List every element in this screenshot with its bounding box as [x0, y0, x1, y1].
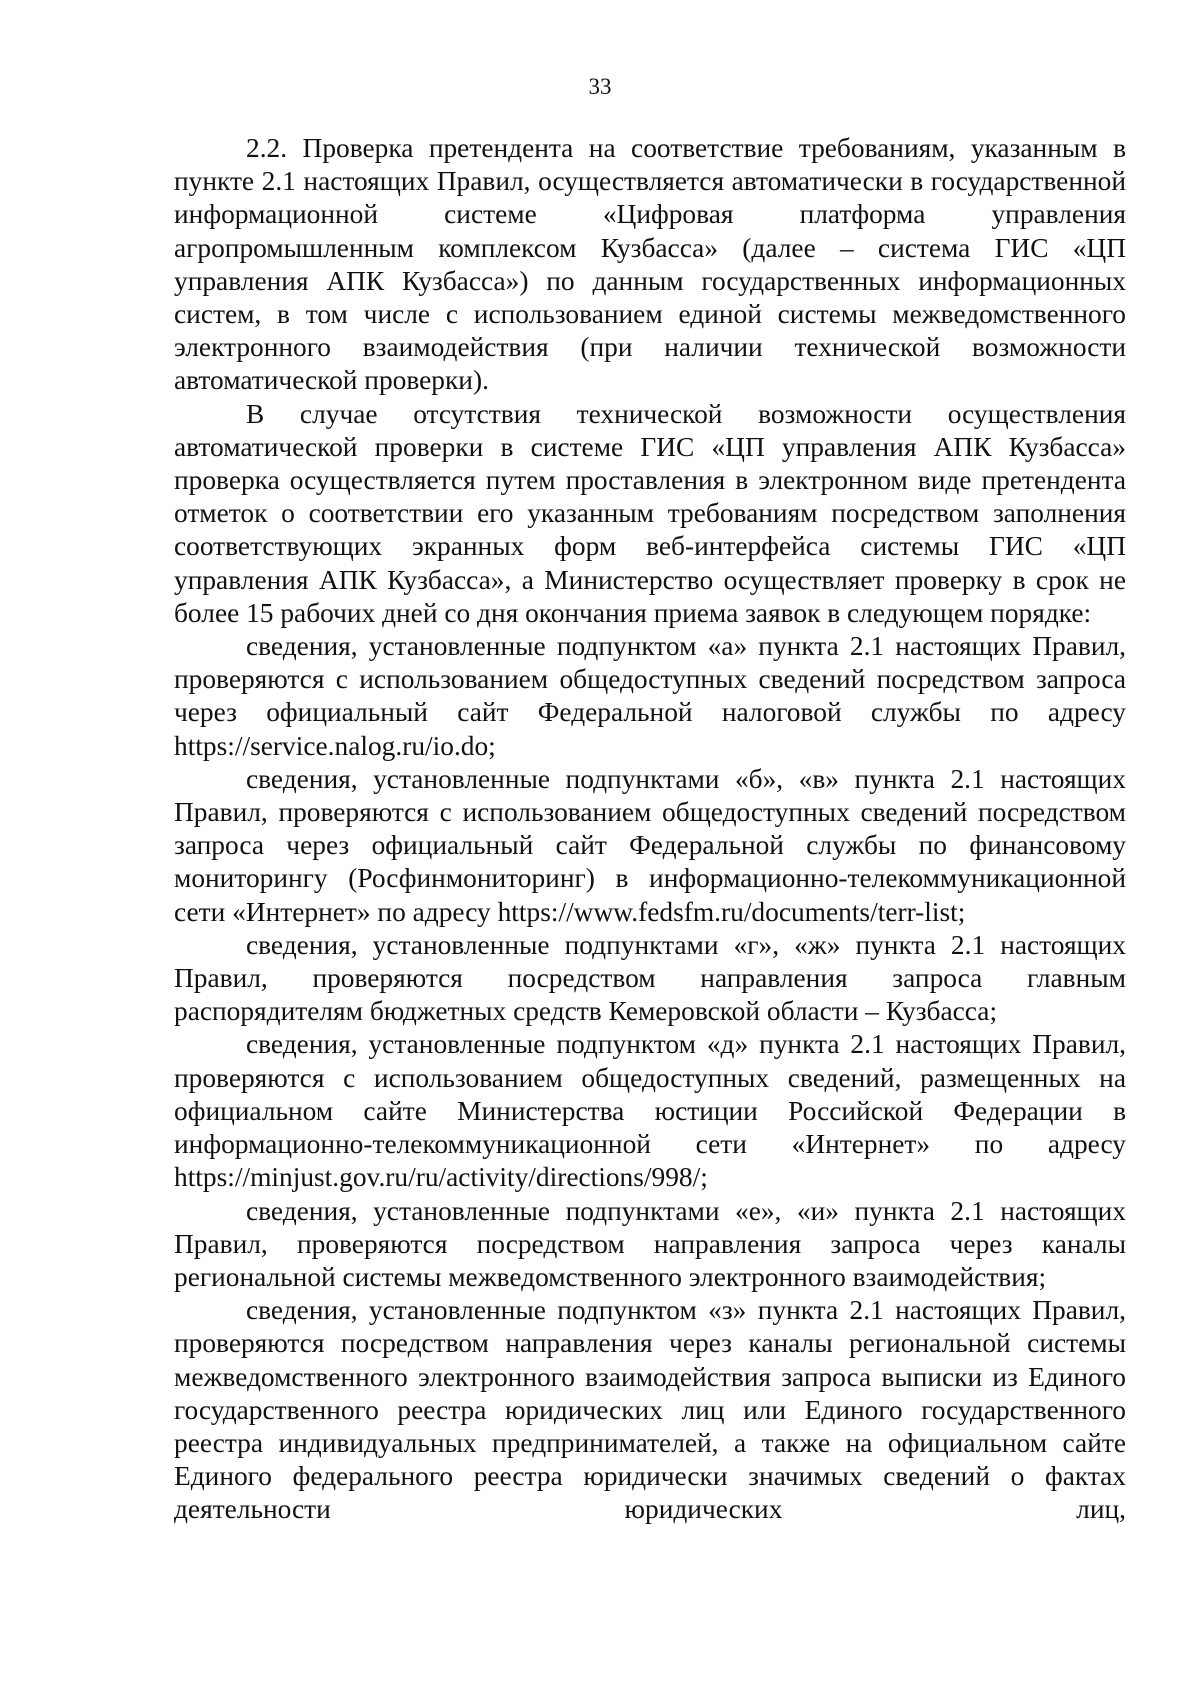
paragraph-subitems-g-zh: сведения, установленные подпунктами «г», «ж» пункта 2.1 настоящих Правил, проверяются посредством направления запроса главным распорядителям бюджетных средств Кемеровской области – Кузбасса;	[174, 929, 1126, 1027]
paragraph-subitem-a: сведения, установленные подпунктом «а» пункта 2.1 настоящих Правил, проверяются с использованием общедоступных сведений посредством запроса через официальный сайт Федеральной налоговой службы по адресу https://service.nalog.ru/io.do;	[174, 631, 1126, 761]
paragraph-subitem-d: сведения, установленные подпунктом «д» пункта 2.1 настоящих Правил, проверяются с использованием общедоступных сведений, размещенных на официальном сайте Министерства юстиции Российской Федерации в информационно-телекоммуникационной сети «Интернет» по адресу https://minjust.gov.ru/ru/activity/directions/998/;	[174, 1029, 1126, 1193]
document-body	[174, 132, 1126, 1527]
paragraph-manual-check: В случае отсутствия технической возможности осуществления автоматической проверки в системе ГИС «ЦП управления АПК Кузбасса» проверка осуществляется путем проставления в электронном виде претендента отметок о соответствии его указанным требованиям посредством заполнения соответствующих экранных форм веб-интерфейса системы ГИС «ЦП управления АПК Кузбасса», а Министерство осуществляет проверку в срок не более 15 рабочих дней со дня окончания приема заявок в следующем порядке:	[174, 398, 1126, 628]
paragraph-2-2: 2.2. Проверка претендента на соответствие требованиям, указанным в пункте 2.1 настоящих Правил, осуществляется автоматически в государственной информационной системе «Цифровая платформа управления агропромышленным комплексом Кузбасса» (далее – система ГИС «ЦП управления АПК Кузбасса») по данным государственных информационных систем, в том числе с использованием единой системы межведомственного электронного взаимодействия (при наличии технической возможности автоматической проверки).	[174, 133, 1126, 396]
paragraph-subitem-z: сведения, установленные подпунктом «з» пункта 2.1 настоящих Правил, проверяются посредством направления через каналы региональной системы межведомственного электронного взаимодействия запроса выписки из Единого государственного реестра юридических лиц или Единого государственного реестра индивидуальных предпринимателей, а также на официальном сайте Единого федерального реестра юридически значимых сведений о фактах деятельности юридических лиц,	[174, 1295, 1126, 1525]
page-number: 33	[588, 74, 612, 99]
paragraph-subitems-e-i: сведения, установленные подпунктами «е», «и» пункта 2.1 настоящих Правил, проверяются посредством направления запроса через каналы региональной системы межведомственного электронного взаимодействия;	[174, 1195, 1126, 1292]
paragraph-subitems-b-v: сведения, установленные подпунктами «б», «в» пункта 2.1 настоящих Правил, проверяются с использованием общедоступных сведений посредством запроса через официальный сайт Федеральной службы по финансовому мониторингу (Росфинмониторинг) в информационно-телекоммуникационной сети «Интернет» по адресу https://www.fedsfm.ru/documents/terr-list;	[174, 763, 1126, 927]
